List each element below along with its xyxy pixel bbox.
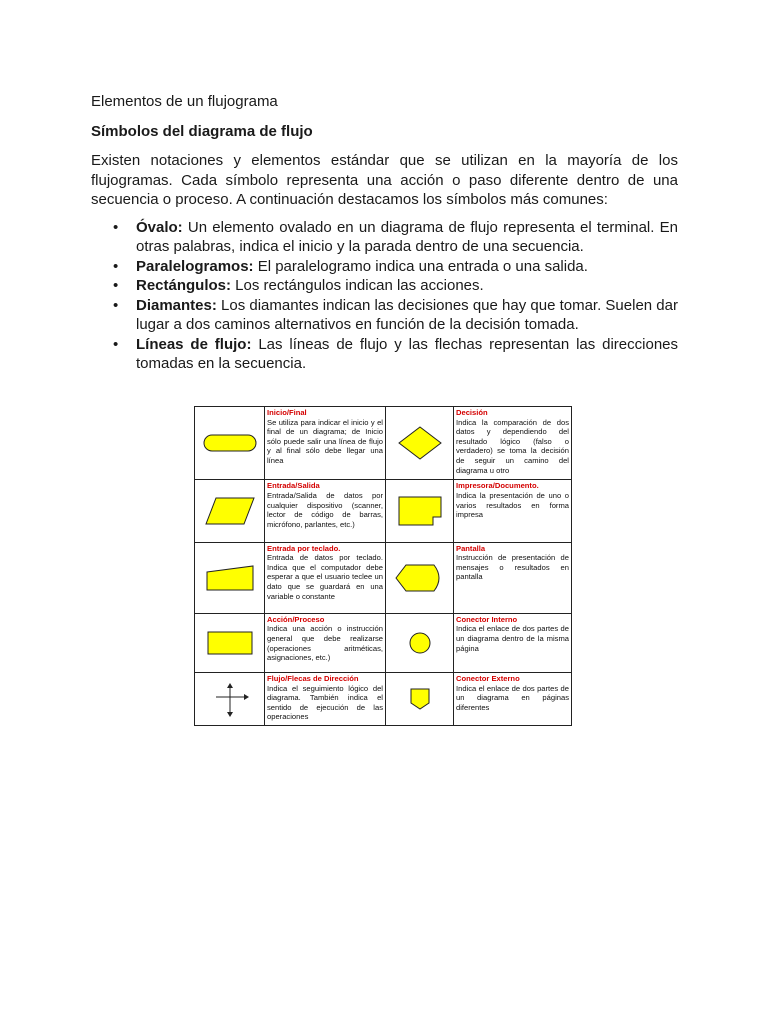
symbol-text: Entrada de datos por teclado. Indica que el computador debe esperar a que el usuario teclee un dato que se guardará en una variable o constante (267, 553, 383, 601)
diamond-icon (397, 425, 443, 461)
symbols-table-image (194, 406, 571, 726)
symbol-description (454, 542, 572, 613)
list-item (113, 276, 678, 296)
list-item-text: El paralelogramo indica una entrada o una salida. (253, 257, 588, 275)
symbol-text: Entrada/Salida de datos por cualquier dispositivo (scanner, lector de código de barras, micrófono, parlantes, etc.) (267, 490, 383, 529)
rectangle-icon (206, 630, 254, 656)
bullet-icon: • (113, 296, 119, 314)
bullet-icon: • (113, 277, 119, 294)
symbol-text: Indica la presentación de uno o varios resultados en forma impresa (456, 490, 569, 520)
symbol-description (265, 542, 386, 613)
symbol-description (454, 407, 572, 480)
table-row (195, 480, 572, 542)
list-item-text: Los rectángulos indican las acciones. (231, 277, 484, 294)
list-item-term: Óvalo: (136, 218, 183, 236)
list-item-text: Las líneas de flujo y las flechas representan las direcciones tomadas en la secuencia. (136, 335, 679, 372)
flow-arrows-icon (210, 679, 250, 719)
document-icon (397, 495, 443, 527)
bullet-icon: • (113, 257, 119, 275)
shape-cell (195, 613, 265, 672)
symbol-name: Conector Externo (456, 673, 520, 683)
table-row (195, 542, 572, 613)
table-row (195, 613, 572, 672)
shape-cell (195, 480, 265, 542)
shape-cell (386, 480, 454, 542)
symbol-name: Impresora/Documento. (456, 481, 539, 491)
document-page (91, 92, 678, 374)
table-row (195, 407, 572, 480)
list-item-text: Un elemento ovalado en un diagrama de flujo representa el terminal. En otras palabras, indica el inicio y la parada dentro de una secuencia. (136, 218, 678, 255)
list-item (113, 257, 678, 277)
bullet-icon: • (113, 335, 119, 353)
symbol-description (265, 480, 386, 542)
shape-cell (195, 542, 265, 613)
symbol-text: Indica el enlace de dos partes de un diagrama en páginas diferentes (456, 683, 569, 712)
symbol-description (454, 672, 572, 725)
symbol-name: Decisión (456, 408, 488, 417)
list-item-term: Rectángulos: (136, 277, 232, 294)
symbol-name: Flujo/Flecas de Dirección (267, 673, 359, 683)
shape-cell (195, 407, 265, 480)
list-item (113, 296, 678, 335)
symbols-list (91, 218, 678, 374)
symbol-text: Indica el seguimiento lógico del diagrama. También indica el sentido de ejecución de las operaciones (267, 683, 383, 722)
symbol-name: Inicio/Final (267, 408, 307, 417)
shape-cell (386, 407, 454, 480)
symbol-text: Se utiliza para indicar el inicio y el final de un diagrama; de Inicio sólo puede salir una línea de flujo y al final sólo debe llegar una línea (267, 417, 383, 465)
shape-cell (386, 613, 454, 672)
symbol-name: Pantalla (456, 543, 486, 553)
symbol-name: Conector Interno (456, 614, 518, 624)
manual-input-icon (205, 564, 255, 592)
symbols-table (194, 406, 572, 726)
section-heading: Símbolos del diagrama de flujo (91, 123, 313, 140)
intro-paragraph: Existen notaciones y elementos estándar que se utilizan en la mayoría de los flujogramas. Cada símbolo representa una acción o paso diferente dentro de una secuencia o proceso. A continuación destacamos los símbolos más comunes: (91, 152, 678, 208)
shape-cell (386, 672, 454, 725)
offpage-connector-icon (409, 687, 431, 711)
display-icon (394, 563, 446, 593)
symbol-text: Indica la comparación de dos datos y dependiendo del resultado lógico (falso o verdadero) se toma la decisión de seguir un camino del diagrama u otro (456, 417, 569, 475)
list-item-term: Paralelogramos: (136, 257, 254, 275)
document-title: Elementos de un flujograma (91, 93, 278, 110)
symbol-text: Indica el enlace de dos partes de un diagrama dentro de la misma página (456, 624, 569, 653)
oval-icon (203, 433, 257, 453)
symbol-description (265, 672, 386, 725)
symbol-name: Acción/Proceso (267, 614, 325, 624)
list-item-term: Líneas de flujo: (136, 335, 252, 353)
list-item-text: Los diamantes indican las decisiones que hay que tomar. Suelen dar lugar a dos caminos alternativos en función de la decisión tomada. (136, 296, 678, 333)
symbol-name: Entrada/Salida (267, 481, 320, 491)
symbol-text: Instrucción de presentación de mensajes o resultados en pantalla (456, 553, 569, 582)
circle-connector-icon (408, 631, 432, 655)
bullet-icon: • (113, 218, 119, 236)
table-row (195, 672, 572, 725)
shape-cell (386, 542, 454, 613)
list-item (113, 335, 679, 374)
symbol-name: Entrada por teclado. (267, 543, 341, 553)
symbol-text: Indica una acción o instrucción general que debe realizarse (operaciones aritméticas, asignaciones, etc.) (267, 624, 383, 663)
parallelogram-icon (204, 496, 256, 526)
list-item (113, 218, 678, 257)
symbol-description (454, 613, 572, 672)
symbol-description (454, 480, 572, 542)
shape-cell (195, 672, 265, 725)
symbol-description (265, 613, 386, 672)
symbol-description (265, 407, 386, 480)
list-item-term: Diamantes: (136, 296, 217, 314)
